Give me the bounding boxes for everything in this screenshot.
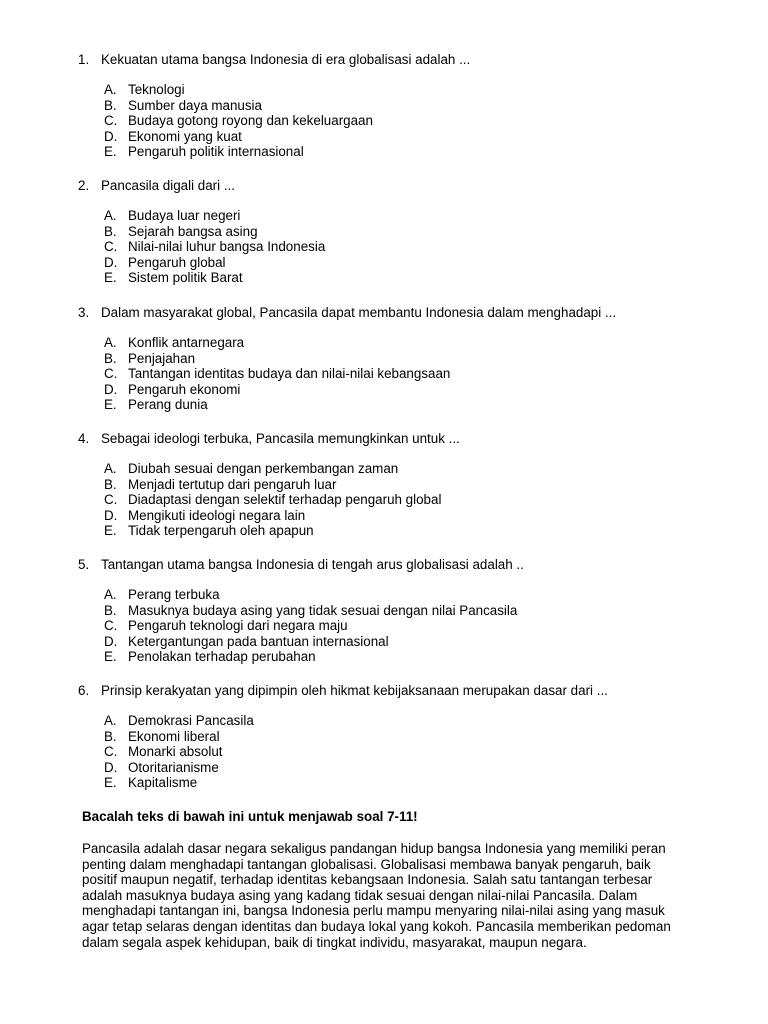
question-number: 1. xyxy=(78,52,90,67)
reading-heading: Bacalah teks di bawah ini untuk menjawab soal 7-11! xyxy=(82,809,418,824)
option-letter: E. xyxy=(104,270,117,286)
option-text: Perang terbuka xyxy=(128,587,220,602)
option-text: Sejarah bangsa asing xyxy=(128,223,258,239)
option-letter: A. xyxy=(104,587,117,602)
option-text: Tidak terpengaruh oleh apapun xyxy=(128,523,314,539)
question-number: 3. xyxy=(78,305,90,320)
option-letter: A. xyxy=(104,461,117,476)
option-text: Demokrasi Pancasila xyxy=(128,713,254,728)
question-number: 4. xyxy=(78,431,90,446)
option-text: Budaya luar negeri xyxy=(128,208,241,223)
question-number: 2. xyxy=(78,178,90,193)
option-letter: C. xyxy=(104,492,118,508)
option-letter: C. xyxy=(104,744,118,760)
option-text: Perang dunia xyxy=(128,397,208,413)
option-text: Budaya gotong royong dan kekeluargaan xyxy=(128,113,373,129)
option-text: Monarki absolut xyxy=(128,744,223,760)
question-text: Kekuatan utama bangsa Indonesia di era globalisasi adalah ... xyxy=(101,52,471,67)
option-text: Otoritarianisme xyxy=(128,759,219,775)
question-number: 6. xyxy=(78,683,90,698)
option-letter: D. xyxy=(104,759,118,775)
option-letter: E. xyxy=(104,775,117,791)
question-stem xyxy=(0,305,768,321)
question-stem xyxy=(0,178,768,194)
passage-line: dalam segala aspek kehidupan, baik di tingkat individu, masyarakat, maupun negara. xyxy=(82,934,587,950)
option-letter: A. xyxy=(104,335,117,350)
option-letter: D. xyxy=(104,254,118,270)
passage-line: adalah masuknya budaya asing yang kadang tidak sesuai dengan nilai-nilai Pancasila. Dalam xyxy=(82,887,638,903)
option-letter: C. xyxy=(104,618,118,634)
question-text: Tantangan utama bangsa Indonesia di tengah arus globalisasi adalah .. xyxy=(101,557,524,572)
option-letter: A. xyxy=(104,82,117,97)
passage-line: positif maupun negatif, terhadap identitas kebangsaan Indonesia. Salah satu tantangan terbesar xyxy=(82,872,653,888)
option-letter: E. xyxy=(104,144,117,160)
option-text: Masuknya budaya asing yang tidak sesuai dengan nilai Pancasila xyxy=(128,602,518,618)
option-letter: B. xyxy=(104,350,117,366)
passage-line: menghadapi tantangan ini, bangsa Indonesia perlu mampu menyaring nilai-nilai asing yang masuk xyxy=(82,903,665,919)
option-letter: B. xyxy=(104,728,117,744)
option-letter: D. xyxy=(104,128,118,144)
option-letter: E. xyxy=(104,523,117,539)
option-letter: C. xyxy=(104,239,118,255)
option-text: Sistem politik Barat xyxy=(128,270,243,286)
option-letter: D. xyxy=(104,381,118,397)
question-text: Dalam masyarakat global, Pancasila dapat membantu Indonesia dalam menghadapi ... xyxy=(101,305,617,320)
option-text: Kapitalisme xyxy=(128,775,198,791)
question-text: Prinsip kerakyatan yang dipimpin oleh hikmat kebijaksanaan merupakan dasar dari ... xyxy=(101,683,608,698)
option-letter: B. xyxy=(104,223,117,239)
option-text: Konflik antarnegara xyxy=(128,335,245,350)
option-letter: A. xyxy=(104,713,117,728)
option-text: Pengaruh politik internasional xyxy=(128,144,304,160)
option-text: Penolakan terhadap perubahan xyxy=(128,649,316,665)
option-text: Sumber daya manusia xyxy=(128,97,262,113)
option-text: Ekonomi liberal xyxy=(128,728,220,744)
option-text: Ekonomi yang kuat xyxy=(128,128,242,144)
question-stem xyxy=(0,557,768,573)
question-number: 5. xyxy=(78,557,90,572)
question-stem xyxy=(0,52,768,68)
passage-line: Pancasila adalah dasar negara sekaligus pandangan hidup bangsa Indonesia yang memiliki peran xyxy=(82,841,666,856)
option-text: Menjadi tertutup dari pengaruh luar xyxy=(128,476,337,492)
option-letter: D. xyxy=(104,633,118,649)
option-text: Diubah sesuai dengan perkembangan zaman xyxy=(128,461,399,476)
option-letter: B. xyxy=(104,602,117,618)
option-text: Tantangan identitas budaya dan nilai-nilai kebangsaan xyxy=(128,366,451,382)
option-letter: A. xyxy=(104,208,117,223)
reading-passage xyxy=(82,841,722,950)
option-text: Ketergantungan pada bantuan internasional xyxy=(128,633,389,649)
option-letter: E. xyxy=(104,649,117,665)
option-text: Diadaptasi dengan selektif terhadap pengaruh global xyxy=(128,492,442,508)
question-stem xyxy=(0,431,768,447)
passage-line: penting dalam menghadapi tantangan globalisasi. Globalisasi membawa banyak pengaruh, baik xyxy=(82,856,651,872)
option-text: Penjajahan xyxy=(128,350,196,366)
option-letter: E. xyxy=(104,397,117,413)
option-letter: B. xyxy=(104,476,117,492)
option-text: Pengaruh global xyxy=(128,254,226,270)
option-text: Mengikuti ideologi negara lain xyxy=(128,507,306,523)
option-text: Teknologi xyxy=(128,82,185,97)
question-text: Pancasila digali dari ... xyxy=(101,178,235,193)
passage-line: agar tetap selaras dengan identitas dan budaya lokal yang kokoh. Pancasila memberikan pedoman xyxy=(82,918,671,934)
option-text: Pengaruh teknologi dari negara maju xyxy=(128,618,348,634)
option-letter: C. xyxy=(104,366,118,382)
option-letter: D. xyxy=(104,507,118,523)
question-stem xyxy=(0,683,768,699)
question-text: Sebagai ideologi terbuka, Pancasila memungkinkan untuk ... xyxy=(101,431,460,446)
option-text: Pengaruh ekonomi xyxy=(128,381,241,397)
option-text: Nilai-nilai luhur bangsa Indonesia xyxy=(128,239,326,255)
option-letter: C. xyxy=(104,113,118,129)
option-letter: B. xyxy=(104,97,117,113)
